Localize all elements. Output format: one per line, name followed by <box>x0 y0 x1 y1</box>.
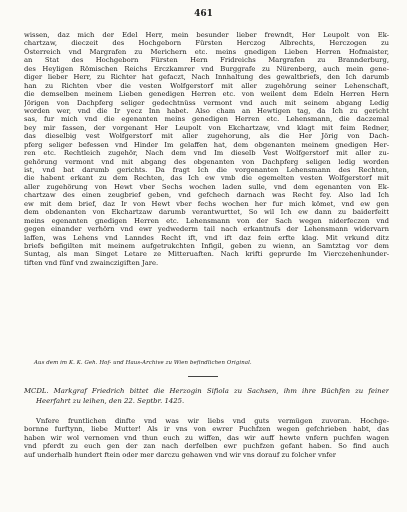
document-body <box>24 31 389 267</box>
document-heading <box>24 387 389 406</box>
body-text-line: Jörigen von Dachpferg seliger gedechtnüss vermont vnd auch mit seinem abgang Ledig <box>24 98 389 107</box>
body-text-line: meins egenanten gnedigen Herren etc. Lehensmann von der Sach wegen niderfeczen vnd <box>24 216 389 225</box>
heading-line: MCDL. Markgraf Friedrich bittet die Herzogin Sifiola zu Sachsen, ihm ihre Büchfen zu feiner <box>24 387 389 395</box>
section-divider <box>188 376 218 377</box>
body-text-line: chartzaw des einen zeugbrief geben, vnd gefchech darnach was Recht fey. Also lad Ich <box>24 191 389 200</box>
body-text-line: worden wer, vnd die Ir yecz Inn habet. Also cham an Hewtigen tag, da Ich zu gericht <box>24 106 389 115</box>
body-text-line: dem obdenanten von Ekchartzaw darumb verantwurttet, So wil Ich ew dann zu baiderfeitt <box>24 208 389 217</box>
body-text-line: bey mir fassen, der vorgenant Her Leupolt von Ekchartzaw, vnd klagt mit feim Redner, <box>24 123 389 132</box>
letter-text-line: bornne furftynn, liebe Mutter! Als ir vns von ewrer Puchfzen wegen gefchrieben habt, das <box>24 425 389 434</box>
letter-text-line: haben wir wol vernomen vnd thun euch zu wiffen, das wir auff hewte vnfern puchfen wagen <box>24 433 389 442</box>
source-note: Aus dem im K. K. Geh. Hof- und Haus-Archive zu Wien befindlichen Original. <box>34 360 252 366</box>
body-text-line: tiften vnd fünf vnd zwainczigiften Jare. <box>24 258 159 267</box>
letter-text-line: vnd pferdt zu euch gen der zan nach derfelben ewr puchfzen gefant haben. So find auch <box>24 442 389 451</box>
body-text-line: han zu Richten vber die vesten Wolfgerstorf mit aller zugehörung seiner Lehenschaft, <box>24 81 389 90</box>
body-text-line: chartzaw, dieczeit des Hochgeborn Fürsten Herczog Albrechts, Herczogen zu <box>24 39 389 48</box>
body-text-line: sas, fur mich vnd die egenanten meins genedigen Herren etc. Lehensmann, die daczemal <box>24 115 389 124</box>
body-text-line: Österreich vnd Margrafen zu Merichern etc. meins gnedigen Lieben Herren Hofmaister, <box>24 47 389 56</box>
body-text-line: die habent erkant zu dem Rechten, das Ich ew vmb die egemelten vesten Wolfgerstorf mit <box>24 174 389 183</box>
body-text-line: gegen einander verhörn vnd ewr yedwederm tail nach erkantnufs der Lehensmann widervarn <box>24 225 389 234</box>
body-text-line: gehörung vermont vnd mit abgang des obgenanten von Dachpferg seligen ledig worden <box>24 157 389 166</box>
body-text-line: laffen, was Lehens vnd Lanndes Recht ift, vnd ift daz fein erfte klag. Mit vrkund ditz <box>24 233 389 242</box>
body-text-line: die demselben meinem Lieben genedigen Herren etc. von weilent dem Edeln Herren Hern <box>24 90 389 99</box>
body-text-line: wissen, daz mich der Edel Herr, mein besunder lieber frewndt, Her Leupolt von Ek- <box>24 31 389 39</box>
body-text-line: an Stat des Hochgeborn Fürsten Hern Fridreichs Margrafen zu Brannderburg, <box>24 56 389 65</box>
body-text-line: das dieselbig vest Wolfgerstorf mit aller zugehorung, als die Her Jörig von Dach- <box>24 132 389 141</box>
body-text-line: briefs befigilten mit meinem aufgetrukchten Infigil, geben zu wienn, an Samtztag vor dem <box>24 241 389 250</box>
body-text-line: ist, vnd bat darumb gerichts. Da fragt Ich die vorgenanten Lehensmann des Rechten, <box>24 166 389 174</box>
body-text-line: des Heyligen Römischen Reichs Erczkamrer vnd Burggrafe zu Nürenberg, auch mein gene- <box>24 64 389 73</box>
letter-text-line: Vnfere fruntlichen dinfte vnd was wir liebs vnd guts vermügen zuvoran. Hochge- <box>36 417 389 425</box>
letter-body <box>24 417 389 459</box>
body-text-line: diger lieber Herr, zu Richter hat gefaczt, Nach Innhaltung des gewaltbriefs, den Ich darumb <box>24 73 389 82</box>
letter-text-line: auf underhalb hundert ftein oder mer darczu gehawen vnd wir vns dorauf zu folcher vnfer <box>24 450 337 459</box>
page-number: 461 <box>194 9 213 19</box>
heading-line: Heerfahrt zu leihen, den 22. Septbr. 1425. <box>36 396 185 405</box>
body-text-line: pferg seliger befessen vnd Hinder Im gelaffen hat, dem obgenanten meinem gnedigen Her- <box>24 140 389 149</box>
body-text-line: Suntag, als man Singet Letare ze Mitteruaften. Nach krifti geprurde Im Vierczehenhunder- <box>24 250 389 259</box>
body-text-line: ren etc. Rechtleich zugehör, Nach dem vnd Im dieselb Vest Wolfgerstorf mit aller zu- <box>24 149 389 158</box>
body-text-line: ew mit dem brief, daz Ir von Hewt vber fechs wochen her fur mich kömet, vnd ew gen <box>24 199 389 208</box>
body-text-line: aller zugehörung von Hewt vber Sechs wochen laden sulle, vnd dem egenanten von Ek- <box>24 182 389 191</box>
